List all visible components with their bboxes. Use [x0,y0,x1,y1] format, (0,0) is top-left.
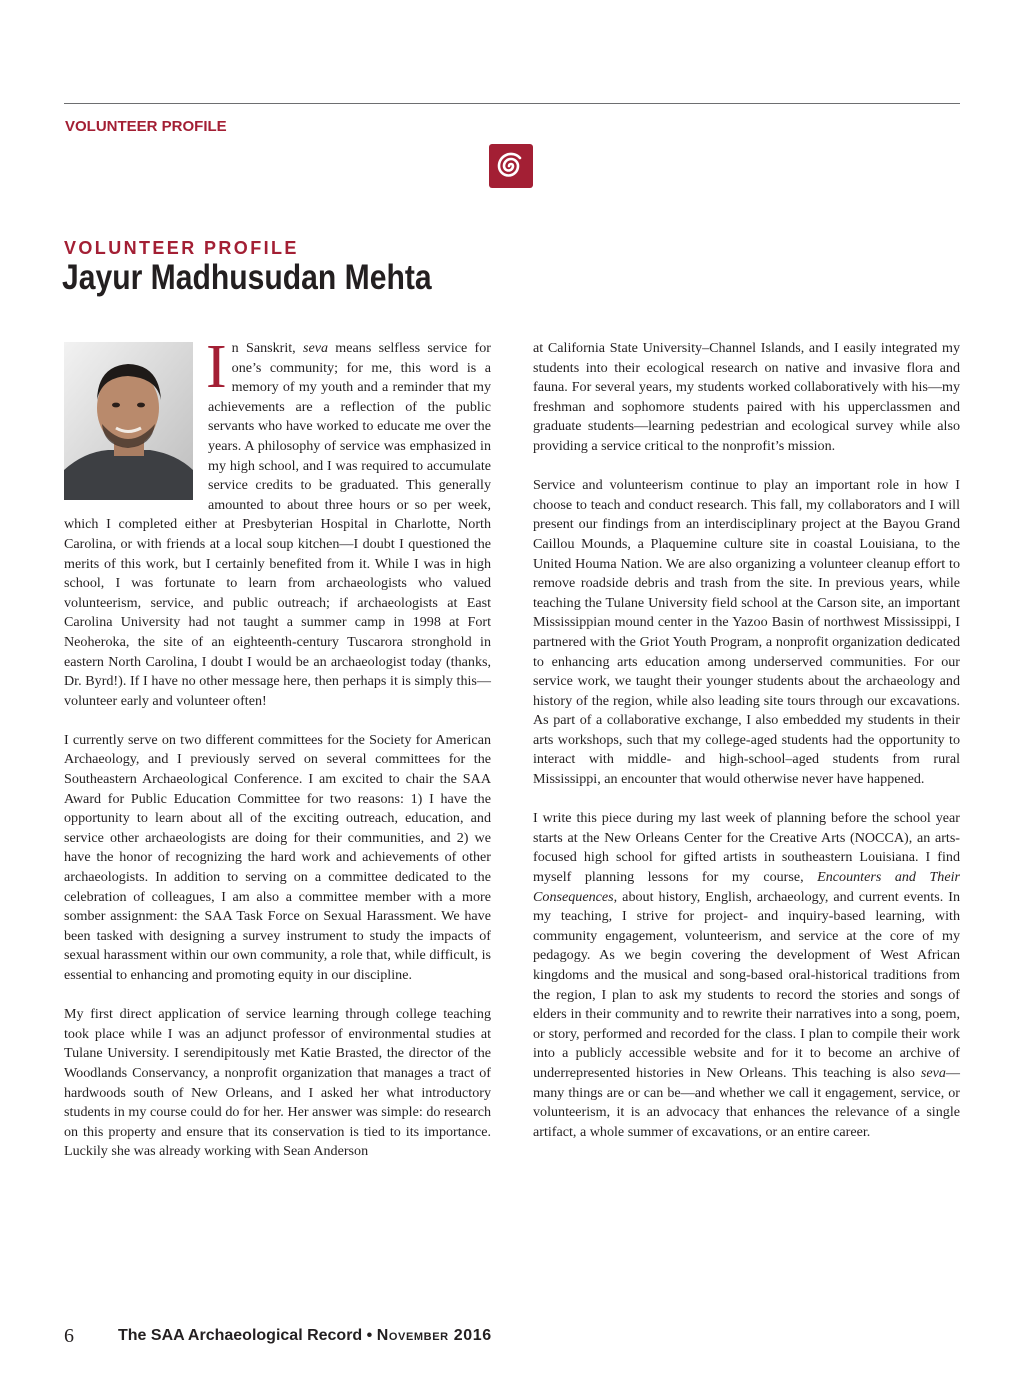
drop-cap: I [206,333,227,401]
article-title: Jayur Madhusudan Mehta [62,258,432,297]
publication-line [118,1327,492,1345]
paragraph: at California State University–Channel Islands, and I easily integrated my students into their ecological research on native and invasive flora and fauna. For several years, my students worked collaboratively with his—my freshman and sophomore students paired with his upperclassmen and graduate students—learning pedestrian and ecological survey while also providing a service critical to the nonprofit’s mission. [533,340,960,454]
page-footer [64,1325,492,1348]
paragraph: My first direct application of service learning through college teaching took place while I was an adjunct professor of environmental studies at Tulane University. I serendipitously met Katie Brasted, the director of the Woodlands Conservancy, a nonprofit organization that manages a tract of hardwoods south of New Orleans, and I asked her what introductory students in my course could do for her. Her answer was simple: do research on this property and ensure that its conservation is tied to its importance. Luckily she was already working with Sean Anderson [64,1006,491,1160]
left-column [64,333,491,1182]
author-portrait-photo [64,342,193,500]
page-number: 6 [64,1325,74,1347]
publication-title: The SAA Archaeological Record [118,1327,363,1344]
paragraph: Service and volunteerism continue to play an important role in how I choose to teach and conduct research. This fall, my collaborators and I will present our findings from an interdisciplinary project at the Bayou Grand Caillou Mounds, a Plaquemine culture site in coastal Louisiana, to the United Houma Nation. We are also organizing a volunteer cleanup effort to remove roadside debris and trash from the site. In previous years, while teaching the Tulane University field school at the Carson site, an important Mississippian mound center in the Yazoo Basin of northwest Mississippi, I partnered with the Griot Youth Program, a nonprofit organization dedicated to enhancing arts education among underserved communities. For our service work, we taught their younger students about the archaeology and history of the region, while also leading site tours through our excavations. As part of a collaborative exchange, I also embedded my students in their arts workshops, such that my college-aged students had the opportunity to interact with middle- and high-school–aged students from rural Mississippi, an encounter that would otherwise never have happened. [533,477,960,788]
paragraph: In Sanskrit, seva means selfless service for one’s community; for me, this word is a memory of my youth and a reminder that my achievements are a reflection of the public servants who have worked to educate me over the years. A philosophy of service was emphasized in my high school, and I was required to accumulate service credits to be graduated. This generally amounted to about three hours or so per week, which I completed either at Presbyterian Hospital in Charlotte, North Carolina, or with friends at a local soup kitchen—I doubt I questioned the merits of this work, but I certainly benefited from it. While I was in high school, I was fortunate to learn from archaeologists who valued volunteerism, service, and public outreach; if archaeologists at East Carolina University had not taught a summer camp in 1998 at Fort Neoheroka, the site of an eighteenth-century Tuscarora stronghold in eastern North Carolina, I doubt I would be an archaeologist today (thanks, Dr. Byrd!). If I have no other message here, then perhaps it is simply this—volunteer early and volunteer often! [64,333,491,709]
footer-bullet: • [362,1327,377,1344]
header-rule [64,103,960,104]
spiral-logo-icon [489,144,533,188]
paragraph: I currently serve on two different committees for the Society for American Archaeology, and I previously served on several committees for the Southeastern Archaeological Conference. I am excited to chair the SAA Award for Public Education Committee for two reasons: 1) I have the opportunity to learn about all of the exciting outreach, education, and service other archaeologists are doing for their communities, and 2) we have the honor of recognizing the hard work and achievements of other archaeologists. In addition to serving on a committee dedicated to the celebration of colleagues, I am also a committee member with a more somber assignment: the SAA Task Force on Sexual Harassment. We have been tasked with designing a survey instrument to study the impacts of sexual harassment within our own community, a role that, while difficult, is essential to enhancing and promoting equity in our discipline. [64,731,491,983]
paragraph: I write this piece during my last week of planning before the school year starts at the New Orleans Center for the Creative Arts (NOCCA), an arts-focused high school for gifted artists in southeastern Louisiana. I find myself planning lessons for my course, Encounters and Their Consequences, about history, English, archaeology, and current events. In my teaching, I strive for project- and inquiry-based learning, with community engagement, volunteerism, and service at the core of my pedagogy. As we begin covering the development of West African kingdoms and the musical and song-based oral-historical traditions from the region, I plan to ask my students to record the stories and songs of elders in their community and to rewrite their narratives into a song, poem, or story, performed and recorded for the class. I plan to compile their work into a publicly accessible website and for it to become an archive of underrepresented histories in New Orleans. This teaching is also seva—many things are or can be—and whether we call it engagement, service, or volunteerism, it is an advocacy that enhances the relevance of a single artifact, a whole summer of excavations, or an entire career. [533,810,960,1140]
right-column [533,339,960,1162]
section-tag: VOLUNTEER PROFILE [65,118,227,135]
article-kicker: VOLUNTEER PROFILE [64,238,299,258]
issue-date: November 2016 [376,1327,492,1344]
